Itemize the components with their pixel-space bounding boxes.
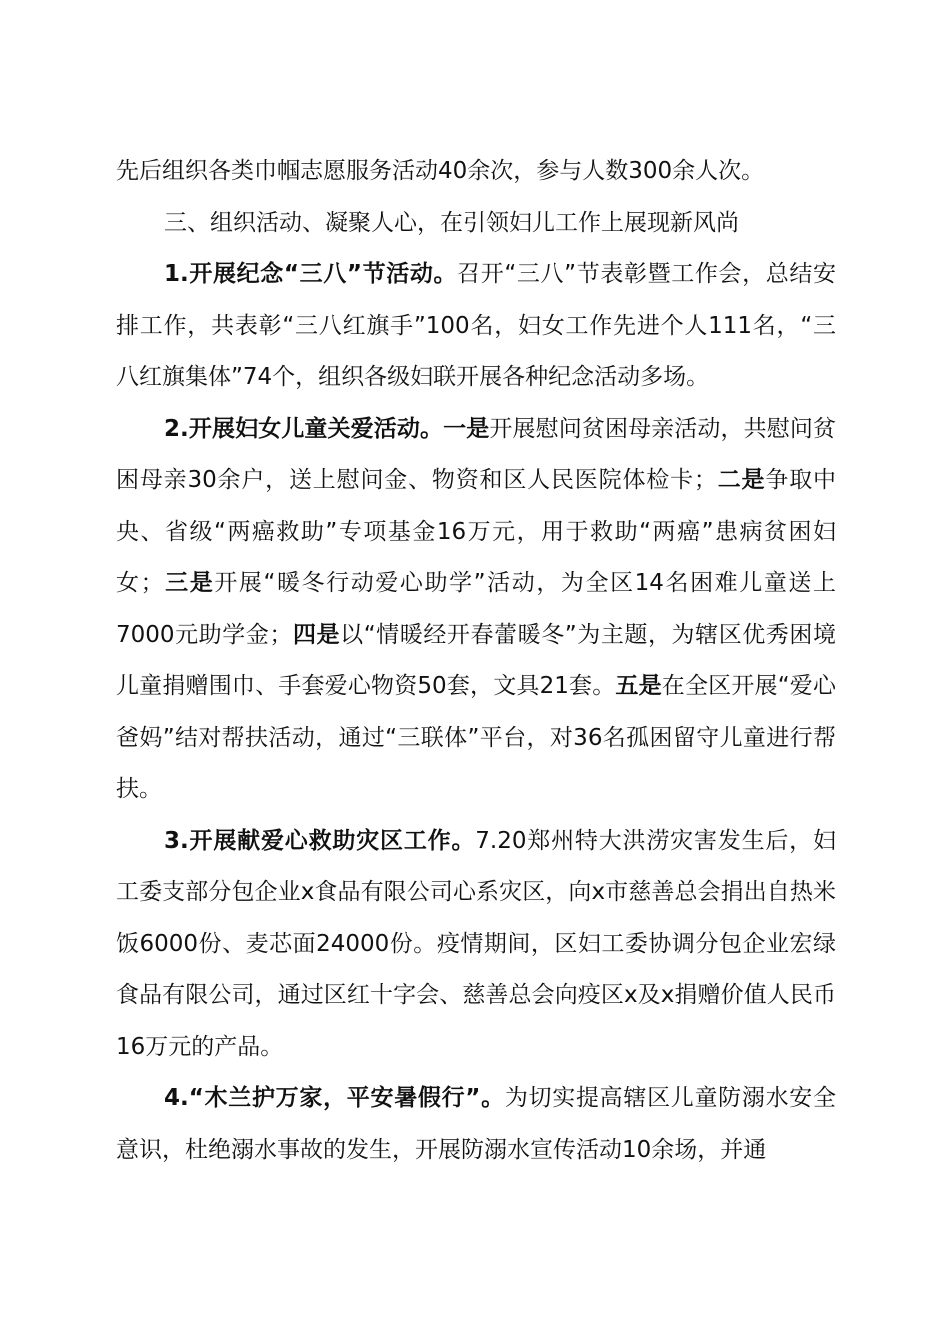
item-2-text-3: 开展“暖冬行动爱心助学”活动，为全区14名困难儿童送上7000元助学金； [116, 570, 837, 648]
paragraph-item-4 [116, 1073, 836, 1176]
item-2-text-1: 开展慰问贫困母亲活动，共慰问贫困母亲30余户，送上慰问金、物资和区人民医院体检卡； [116, 415, 837, 493]
item-3-title: 3.开展献爱心救助灾区工作。 [164, 827, 476, 854]
item-2-text-4: 以“情暖经开春蕾暖冬”为主题，为辖区优秀困境儿童捐赠围巾、手套爱心物资50套，文具21套。 [116, 621, 836, 699]
item-2-title: 2.开展妇女儿童关爱活动。 [164, 415, 444, 442]
item-2-text-2: 争取中央、省级“两癌救助”专项基金16万元，用于救助“两癌”患病贫困妇女； [116, 467, 837, 596]
item-4-title: 4.“木兰护万家，平安暑假行”。 [164, 1085, 505, 1111]
section-heading: 三、组织活动、凝聚人心，在引领妇儿工作上展现新风尚 [164, 209, 739, 236]
item-2-marker-4: 四是 [292, 621, 341, 648]
item-2-marker-3: 三是 [163, 570, 215, 596]
item-2-marker-1: 一是 [443, 415, 490, 442]
document-body [116, 146, 836, 1176]
item-2-marker-5: 五是 [615, 673, 662, 699]
paragraph-item-3 [116, 816, 836, 1074]
paragraph-item-2 [116, 404, 836, 816]
item-4-body: 为切实提高辖区儿童防溺水安全意识，杜绝溺水事故的发生，开展防溺水宣传活动10余场，并通 [116, 1085, 836, 1163]
item-2-marker-2: 二是 [716, 467, 766, 493]
item-1-title: 1.开展纪念“三八”节活动。 [164, 261, 458, 287]
item-1-body: 召开“三八”节表彰暨工作会，总结安排工作，共表彰“三八红旗手”100名，妇女工作先进个人111名，“三八红旗集体”74个，组织各级妇联开展各种纪念活动多场。 [116, 261, 836, 390]
paragraph-item-1 [116, 249, 836, 404]
paragraph-volunteer-summary: 先后组织各类巾帼志愿服务活动40余次，参与人数300余人次。 [116, 158, 765, 184]
item-3-body: 7.20郑州特大洪涝灾害发生后，妇工委支部分包企业x食品有限公司心系灾区，向x市慈善总会捐出自热米饭6000份、麦芯面24000份。疫情期间，区妇工委协调分包企业宏绿食品有限公司，通过区红十字会、慈善总会向疫区x及x捐赠价值人民币16万元的产品。 [116, 827, 836, 1060]
item-2-text-5: 在全区开展“爱心爸妈”结对帮扶活动，通过“三联体”平台，对36名孤困留守儿童进行帮扶。 [116, 673, 836, 802]
